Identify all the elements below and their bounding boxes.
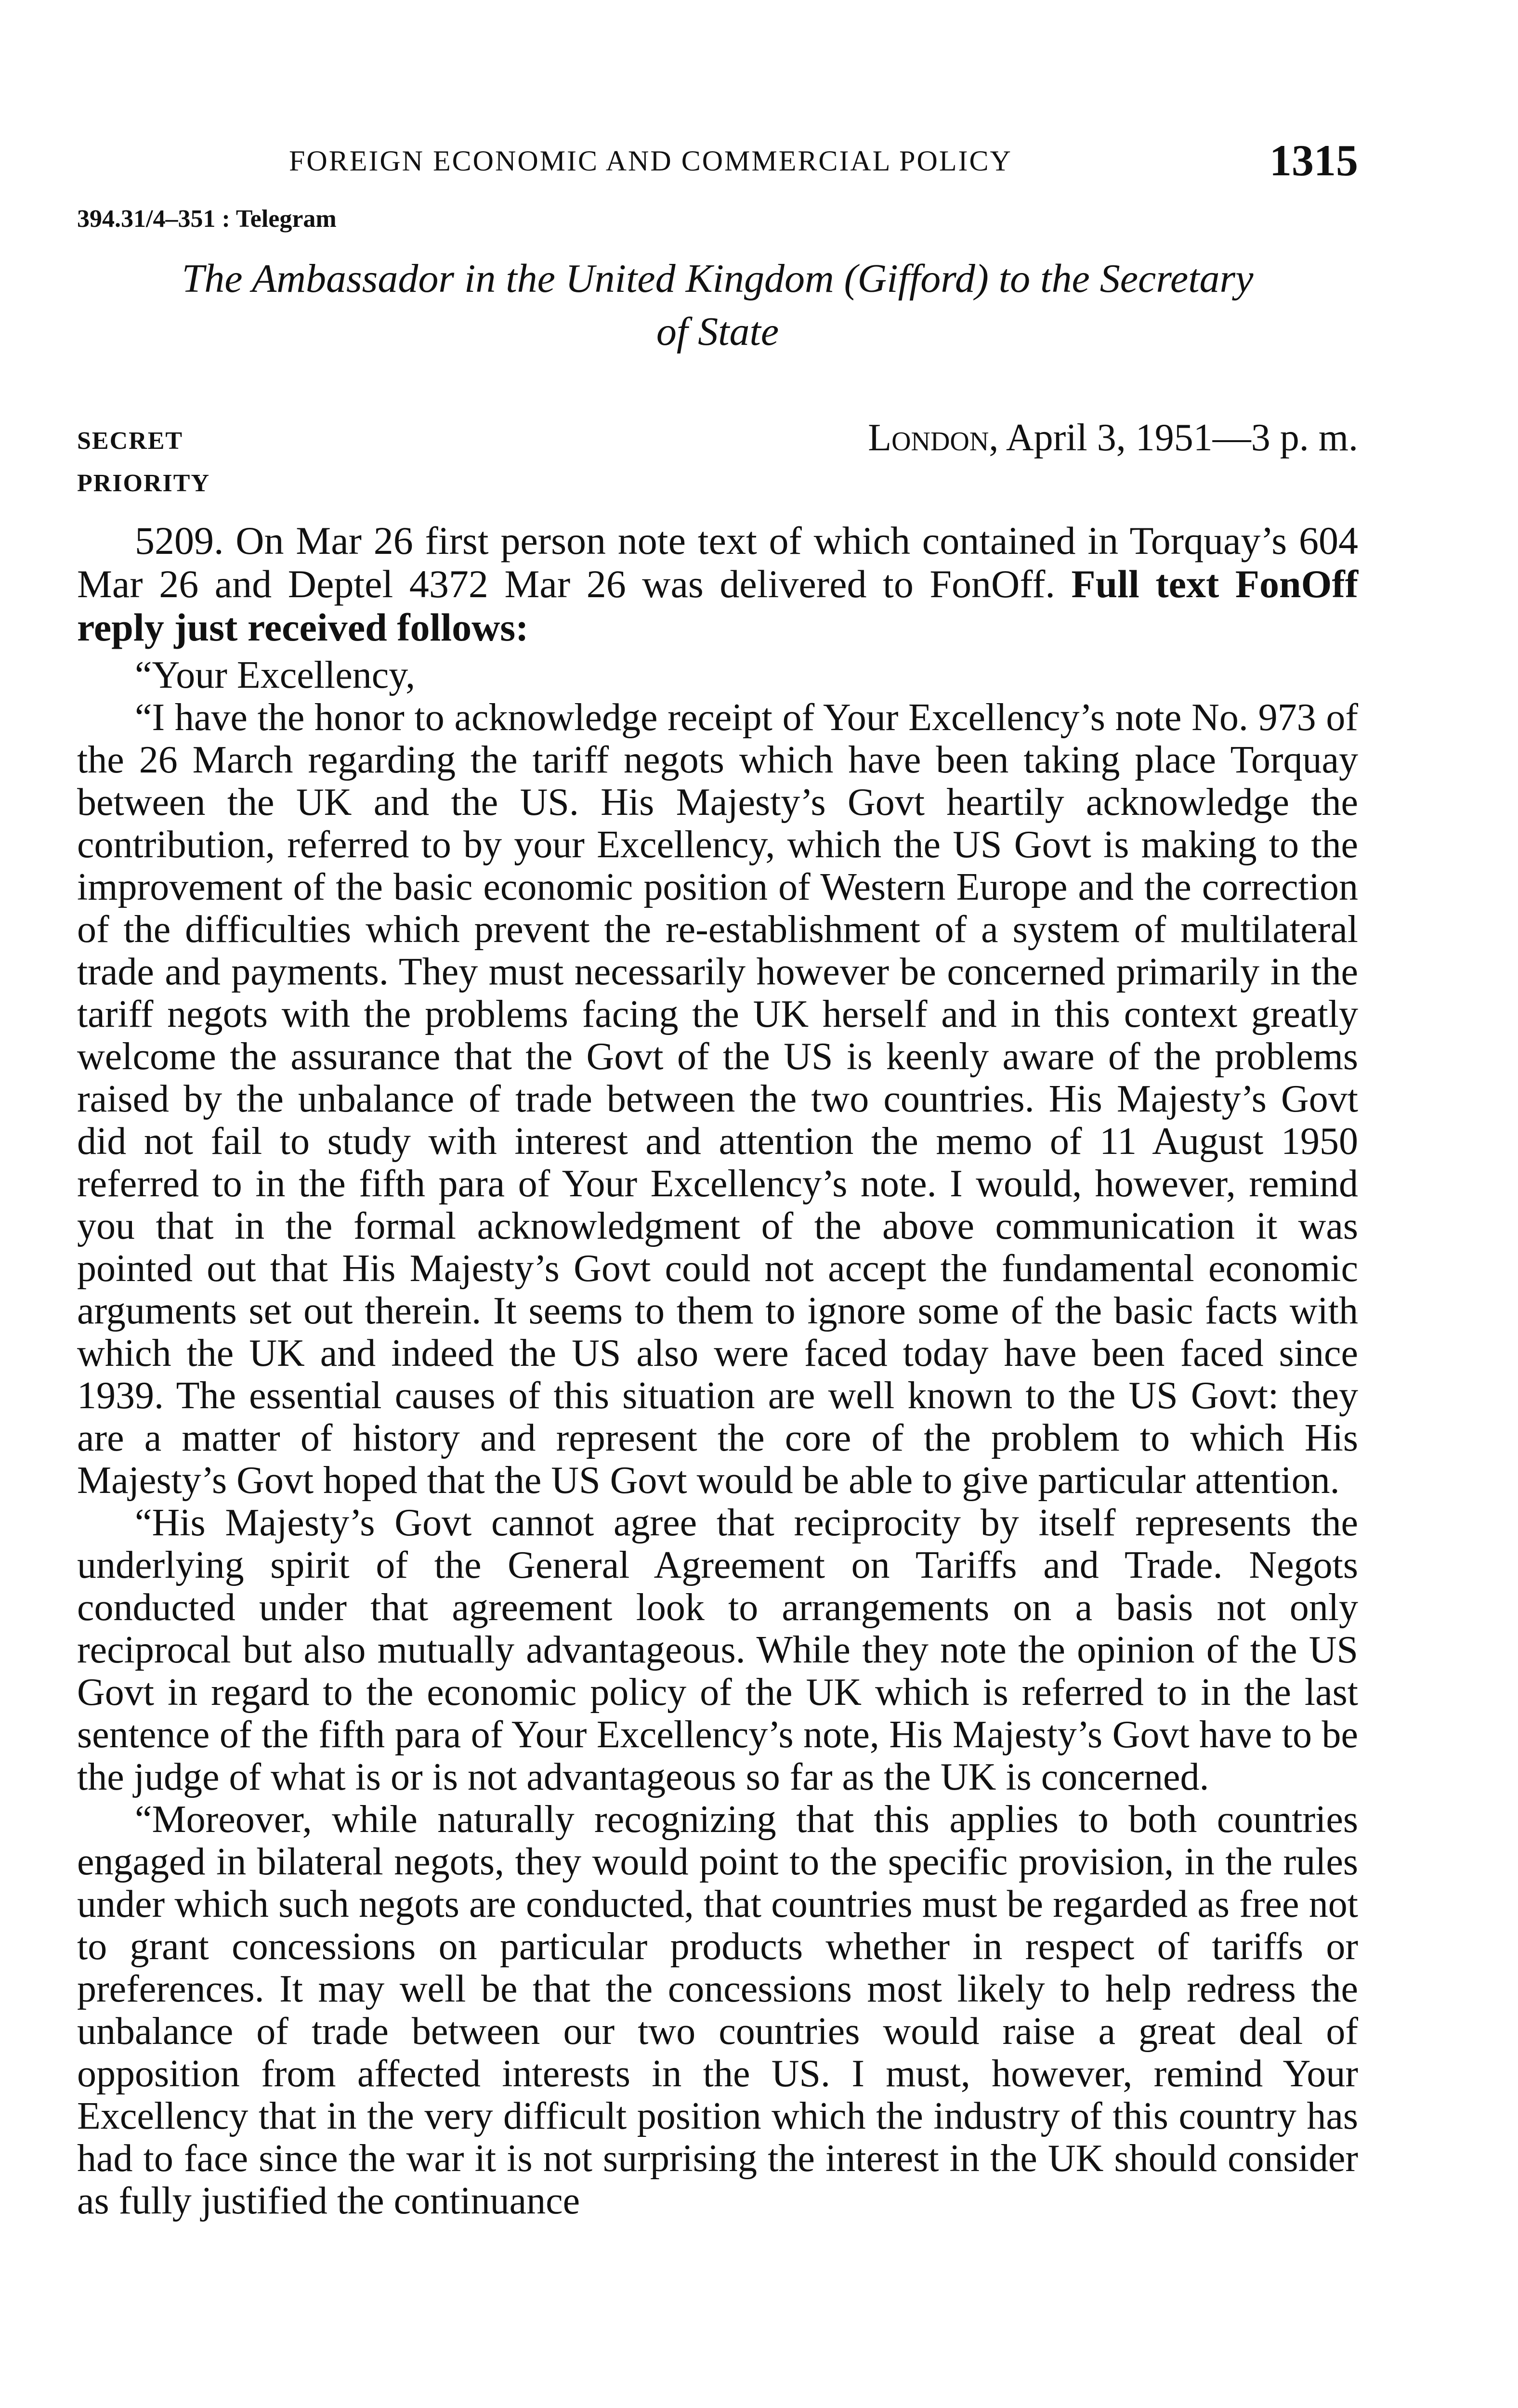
intro-text: 5209. On Mar 26 first person note text of which contained in Torquay’s 604 Mar 26 and Deptel 4372 Mar 26 was delivered to FonOff. bbox=[77, 519, 1358, 606]
page-number: 1315 bbox=[1269, 136, 1358, 185]
file-reference: 394.31/4–351 : Telegram bbox=[77, 205, 337, 233]
dateline-place: London bbox=[868, 417, 989, 459]
document-title-line-2: of State bbox=[656, 309, 779, 354]
body-paragraph-2: “His Majesty’s Govt cannot agree that reciprocity by itself represents the underlying spirit of the General Agreement on Tariffs and Trade. Negots conducted under that agreement look to arrangements on a basis not only reciprocal but also mutually advantageous. While they note the opinion of the US Govt in regard to the economic policy of the UK which is referred to in the last sentence of the fifth para of Your Excellency’s note, His Majesty’s Govt have to be the judge of what is or is not advantageous so far as the UK is concerned. bbox=[77, 1502, 1358, 1798]
document-title-line-1: The Ambassador in the United Kingdom (Gifford) to the Secretary bbox=[182, 256, 1254, 301]
running-header bbox=[77, 135, 1358, 188]
document-title bbox=[77, 252, 1358, 358]
meta-row bbox=[77, 416, 1358, 474]
dateline-date: , April 3, 1951—3 p. m. bbox=[989, 417, 1358, 459]
telegram-body bbox=[77, 519, 1358, 2222]
intro-paragraph bbox=[77, 519, 1358, 649]
dateline bbox=[868, 416, 1358, 460]
body-paragraph-3: “Moreover, while naturally recognizing that this applies to both countries engaged in bilateral negots, they would point to the specific provision, in the rules under which such negots are conducted, that countries must be regarded as free not to grant concessions on particular products whether in respect of tariffs or preferences. It may well be that the concessions most likely to help redress the unbalance of trade between our two countries would raise a great deal of opposition from affected interests in the US. I must, however, remind Your Excellency that in the very difficult position which the industry of this country has had to face since the war it is not surprising the interest in the UK should consider as fully justified the continuance bbox=[77, 1798, 1358, 2222]
salutation: “Your Excellency, bbox=[135, 654, 416, 696]
body-paragraph-1: “I have the honor to acknowledge receipt of Your Excellency’s note No. 973 of the 26 March regarding the tariff negots which have been taking place Torquay between the UK and the US. His Majesty’s Govt heartily acknowledge the contribution, referred to by your Excellency, which the US Govt is making to the improvement of the basic economic position of Western Europe and the correction of the difficulties which prevent the re-establishment of a system of multilateral trade and payments. They must necessarily however be concerned primarily in the tariff negots with the problems facing the UK herself and in this context greatly welcome the assurance that the Govt of the US is keenly aware of the problems raised by the unbalance of trade between the two countries. His Majesty’s Govt did not fail to study with interest and attention the memo of 11 August 1950 referred to in the fifth para of Your Excellency’s note. I would, however, remind you that in the formal acknowledgment of the above communication it was pointed out that His Majesty’s Govt could not accept the fundamental economic arguments set out therein. It seems to them to ignore some of the basic facts with which the UK and indeed the US also were faced today have been faced since 1939. The essential causes of this situation are well known to the US Govt: they are a matter of history and represent the core of the problem to which His Majesty’s Govt hoped that the US Govt would be able to give particular attention. bbox=[77, 696, 1358, 1502]
running-title: FOREIGN ECONOMIC AND COMMERCIAL POLICY bbox=[289, 145, 1012, 177]
priority-label: PRIORITY bbox=[77, 470, 210, 497]
intro-bold-text: Full text FonOff reply just received follows: bbox=[77, 562, 1359, 649]
document-page bbox=[77, 135, 1358, 2222]
classification-label: SECRET bbox=[77, 427, 183, 455]
